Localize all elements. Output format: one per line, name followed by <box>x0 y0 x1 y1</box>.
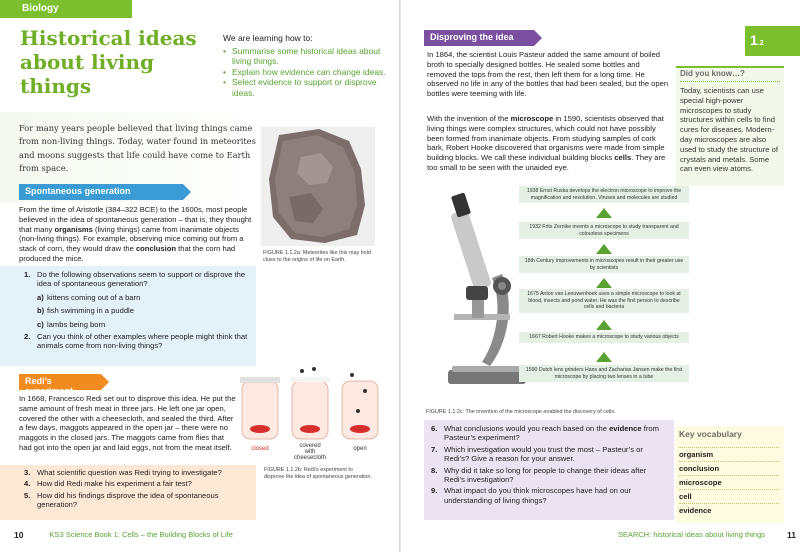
keyword: microscope <box>510 114 554 123</box>
redi-paragraph: In 1668, Francesco Redi set out to disprove this idea. He put the same amount of fresh meat in three jars. He left one jar open, covered the other with a cheesecloth, and sealed the third. After a few days, maggots appeared in the open jar – there were no maggots in the closed jars. The maggots came from flies that had got into the open jar and laid eggs, not from the meat itself. <box>19 394 236 452</box>
question-item: 6. What conclusions would you reach based on the evidence from Pasteur’s experiment? <box>431 424 659 443</box>
closed-jar <box>240 377 280 439</box>
question-item: 4. How did Redi make his experiment a fair test? <box>24 479 192 489</box>
page-title-line-1: Historical ideas <box>20 26 197 50</box>
did-you-know-title: Did you know…? <box>680 69 745 78</box>
vocab-item: microscope <box>679 475 779 489</box>
jar-label-covered-2: with <box>304 449 316 455</box>
book-title: KS3 Science Book 1: Cells – the Building Blocks of Life <box>49 530 233 539</box>
meteorite-image <box>261 127 375 246</box>
objective-item: • Explain how evidence can change ideas. <box>223 67 393 78</box>
objective-item: • Summarise some historical ideas about living things. <box>223 46 393 67</box>
question-item: 1. Do the following observations seem to support or disprove the idea of spontaneous generation? <box>24 270 246 289</box>
key-vocabulary-list <box>679 447 779 517</box>
timeline-entry: 18th Century improvements in microscopes result in their greater use by scientists <box>519 256 689 273</box>
timeline-arrow-icon <box>596 278 612 288</box>
question-item: 5. How did his findings disprove the idea of spontaneous generation? <box>24 490 219 510</box>
did-you-know-text: Today, scientists can use special high-power microscopes to study structures within cells to find cures for diseases. Modern-day microscopes are also used to study the structure of crystals and metals. Some can even view atoms. <box>680 86 778 174</box>
footer-right <box>596 528 796 541</box>
search-hint: SEARCH: historical ideas about living things <box>617 530 765 539</box>
timeline-arrow-icon <box>596 244 612 254</box>
section-heading: Redi’s experiment <box>19 374 101 390</box>
jar-label-closed: closed <box>251 446 269 452</box>
learning-heading: We are learning how to: <box>223 33 313 43</box>
timeline-arrow-icon <box>596 352 612 362</box>
questions-list <box>431 424 669 507</box>
figure-caption: FIGURE 1.1.2b: Redi’s experiment to disprove the idea of spontaneous generation. <box>264 467 372 480</box>
timeline-entry: 1932 Frits Zernike invents a microscope to study transparent and colourless specimens <box>519 222 689 239</box>
footer <box>14 528 394 541</box>
keyword: organisms <box>54 224 93 234</box>
keyword: cells <box>614 153 632 163</box>
page-title-line-2: about living things <box>20 50 154 98</box>
section-heading: Spontaneous generation <box>19 184 183 200</box>
keyword: conclusion <box>135 244 177 254</box>
lesson-badge-tail <box>783 26 800 56</box>
learning-objectives <box>223 33 393 98</box>
figure-caption: FIGURE 1.1.2a: Meteorites like this may hold clues to the origins of life on Earth. <box>263 250 371 263</box>
book-spine <box>399 0 401 552</box>
redi-jars-diagram <box>232 367 387 462</box>
timeline-arrow-icon <box>596 208 612 218</box>
question-item: 9. What impact do you think microscopes have had on our understanding of living things? <box>431 486 631 505</box>
keyword: evidence <box>609 424 642 433</box>
figure-caption: FIGURE 1.1.2c: The invention of the microscope enabled the discovery of cells. <box>426 409 616 415</box>
section-heading: Disproving the idea <box>424 30 534 46</box>
timeline-arrow-icon <box>596 320 612 330</box>
spontaneous-paragraph: From the time of Aristotle (384–322 BCE) to the 1600s, most people believed in the idea of spontaneous generation – that is, they thought that many organisms (living things) came from inanimate objects (non-living things). For example, observing mice coming out from a stack of corn, they would draw the conclusion that the corn had produced the mice. <box>19 205 252 263</box>
microscope-paragraph: With the invention of the microscope in 1590, scientists observed that living things were complex structures, which could not have possibly been formed from inanimate objects. From studying samples of cork bark, Robert Hooke discovered that organisms were made from simple building blocks. We call these individual building blocks cells. They are too small to be seen with the unaided eye. <box>427 114 666 172</box>
question-subitem: b) fish swimming in a puddle <box>37 306 134 316</box>
pasteur-paragraph: In 1864, the scientist Louis Pasteur added the same amount of boiled broth to specially designed bottles. He sealed some bottles and removed the tops from the rest, then left them for a long time. He observed no life in any of the bottles that had been sealed, but the open bottles were teeming with life. <box>427 50 669 99</box>
question-item: 2. Can you think of other examples where people might think that animals come from non-living things? <box>24 332 248 351</box>
vocab-item: cell <box>679 489 779 503</box>
vocab-item: conclusion <box>679 461 779 475</box>
subject-tab: Biology <box>0 0 132 18</box>
open-jar <box>342 373 378 439</box>
vocab-item: organism <box>679 447 779 461</box>
covered-jar <box>290 367 330 439</box>
timeline-entry: 1675 Anton van Leeuwenhoek uses a simple microscope to look at blood, insects and pond water. He was the first person to describe cells and bacteria <box>519 289 689 313</box>
page-title <box>20 26 220 98</box>
timeline-entry: 1938 Ernst Ruska develops the electron microscope to improve the magnification and resolution. Viruses and molecules are studied <box>519 186 689 203</box>
page-number: 11 <box>787 529 796 540</box>
questions-list <box>24 468 250 512</box>
jar-label-covered-3: cheesecloth <box>293 455 327 461</box>
question-item: 8. Why did it take so long for people to change their ideas after Redi’s investigation? <box>431 465 647 485</box>
question-subitem: a) kittens coming out of a barn <box>37 292 141 302</box>
timeline-entry: 1667 Robert Hooke makes a microscope to study various objects <box>519 332 689 343</box>
question-item: 3. What scientific question was Redi trying to investigate? <box>24 468 222 477</box>
timeline-entry: 1590 Dutch lens grinders Hans and Zacharias Jansen make the first microscope by placing two lenses in a tube <box>519 365 689 382</box>
question-subitem: c) lambs being born <box>37 319 106 329</box>
intro-paragraph: For many years people believed that living things came from non-living things. Today, water found in meteorites and moons suggests that life could have come to Earth from space. <box>19 123 256 173</box>
objective-item: • Select evidence to support or disprove ideas. <box>223 77 393 98</box>
jar-label-open: open <box>353 446 367 452</box>
question-item: 7. Which investigation would you trust the most – Pasteur’s or Redi’s? Give a reason for your answer. <box>431 444 643 464</box>
vocab-item: evidence <box>679 503 779 517</box>
page-number: 10 <box>14 529 24 540</box>
questions-list <box>24 270 250 353</box>
jar-label-covered-1: covered <box>299 443 321 449</box>
lesson-badge: 1.2 <box>745 26 783 56</box>
key-vocabulary-title: Key vocabulary <box>679 429 742 439</box>
